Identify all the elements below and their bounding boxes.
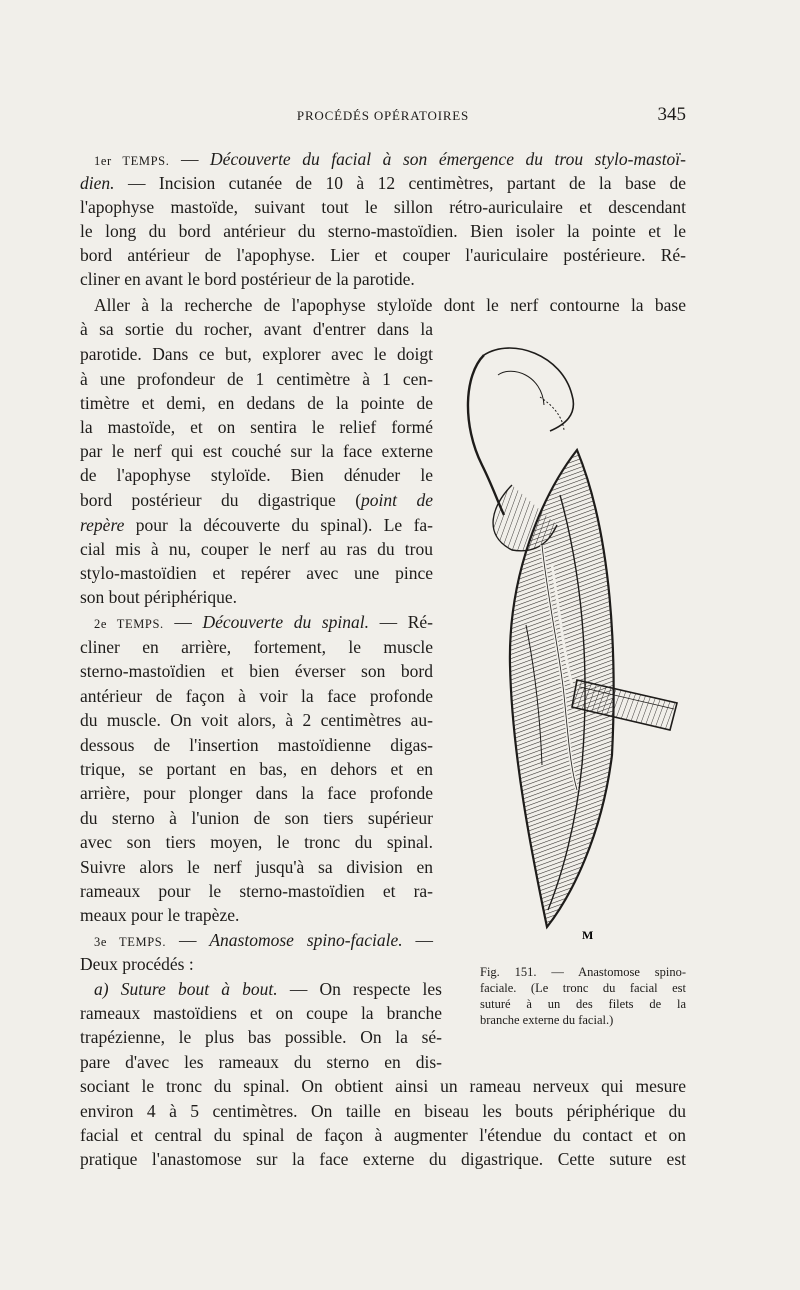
paragraph-line: trapézienne, le plus bas possible. On la sé- [80, 1027, 442, 1047]
paragraph-line: timètre et demi, en dedans de la pointe de [80, 393, 433, 413]
paragraph-line: Deux procédés : [80, 954, 194, 974]
paragraph-line: l'apophyse mastoïde, suivant tout le sillon rétro-auriculaire et descendant [80, 197, 686, 217]
text-italic: point de [361, 490, 433, 510]
text-italic: Suture bout à bout. [120, 979, 278, 999]
text-run: — [402, 930, 433, 950]
paragraph-line: la mastoïde, et on sentira le relief formé [80, 417, 433, 437]
paragraph-line: le long du bord antérieur du sterno-mastoïdien. Bien isoler la pointe et le [80, 221, 686, 241]
paragraph-line: environ 4 à 5 centimètres. On taille en biseau les bouts périphérique du [80, 1101, 686, 1121]
figure-caption [468, 964, 686, 1028]
section-label: 3e TEMPS. [94, 935, 167, 949]
paragraph-line [80, 978, 442, 1001]
dash: — [169, 149, 211, 169]
caption-line: branche externe du facial.) [480, 1013, 614, 1027]
paragraph-line: à une profondeur de 1 centimètre à 1 cen- [80, 369, 433, 389]
dash: — [163, 612, 203, 632]
paragraph-line: Aller à la recherche de l'apophyse styloïde dont le nerf contourne la base [94, 295, 686, 315]
paragraph-line: dessous de l'insertion mastoïdienne digas- [80, 735, 433, 755]
paragraph-line: du sterno à l'union de son tiers supérieur [80, 808, 433, 828]
paragraph-line [80, 514, 433, 537]
section-title: Découverte du spinal. [202, 612, 369, 632]
anatomical-figure [452, 335, 692, 945]
paragraph-line: parotide. Dans ce but, explorer avec le doigt [80, 344, 433, 364]
section-title: Découverte du facial à son émergence du trou stylo-mastoï- [210, 149, 686, 169]
text-run: — Incision cutanée de 10 à 12 centimètres, partant de la base de [114, 173, 686, 193]
paragraph-line: par le nerf qui est couché sur la face externe [80, 441, 433, 461]
page-header [80, 104, 686, 132]
paragraph-line: arrière, pour plonger dans la face profonde [80, 783, 433, 803]
paragraph-line: bord antérieur de l'apophyse. Lier et couper l'auriculaire postérieure. Ré- [80, 245, 686, 265]
paragraph-line: cial mis à nu, couper le nerf au ras du trou [80, 539, 433, 559]
paragraph-line: rameaux pour le sterno-mastoïdien et ra- [80, 881, 433, 901]
section-label: 2e TEMPS. [94, 617, 164, 631]
paragraph-line [80, 172, 686, 195]
paragraph-line: à sa sortie du rocher, avant d'entrer dans la [80, 319, 433, 339]
text-run: — On respecte les [277, 979, 442, 999]
text-italic: dien. [80, 173, 115, 193]
text-run: a) [94, 979, 121, 999]
caption-line: Fig. 151. — Anastomose spino- [480, 965, 686, 979]
paragraph-line: de l'apophyse styloïde. Bien dénuder le [80, 465, 433, 485]
caption-line: faciale. (Le tronc du facial est [480, 981, 686, 995]
section-title: Anastomose spino-faciale. [209, 930, 403, 950]
paragraph-line: trique, se portant en bas, en dehors et en [80, 759, 433, 779]
paragraph-line [80, 148, 686, 173]
section-label: 1er TEMPS. [94, 154, 170, 168]
text-italic: repère [80, 515, 125, 535]
paragraph-line: sterno-mastoïdien et bien éverser son bord [80, 661, 433, 681]
paragraph-line: antérieur de façon à voir la face profonde [80, 686, 433, 706]
paragraph-line [80, 611, 433, 636]
paragraph-line: facial et central du spinal de façon à augmenter l'étendue du contact et on [80, 1125, 686, 1145]
engraver-signature: M [582, 928, 594, 942]
paragraph-line: cliner en avant le bord postérieur de la parotide. [80, 269, 415, 289]
paragraph-line: sociant le tronc du spinal. On obtient ainsi un rameau nerveux qui mesure [80, 1076, 686, 1096]
paragraph-line: Suivre alors le nerf jusqu'à sa division en [80, 857, 433, 877]
paragraph-line: meaux pour le trapèze. [80, 905, 240, 925]
paragraph-line: rameaux mastoïdiens et on coupe la branche [80, 1003, 442, 1023]
paragraph-line [80, 929, 433, 954]
paragraph-line: pratique l'anastomose sur la face externe du digastrique. Cette suture est [80, 1149, 686, 1169]
engraving-illustration [452, 335, 692, 945]
page-number: 345 [657, 104, 686, 125]
paragraph-line: pare d'avec les rameaux du sterno en dis- [80, 1052, 442, 1072]
paragraph-line: stylo-mastoïdien et repérer avec une pince [80, 563, 433, 583]
text-run: bord postérieur du digastrique ( [80, 490, 362, 510]
text-run: — Ré- [369, 612, 433, 632]
paragraph-line: son bout périphérique. [80, 587, 237, 607]
paragraph-line: du muscle. On voit alors, à 2 centimètres au- [80, 710, 433, 730]
text-run: pour la découverte du spinal). Le fa- [124, 515, 433, 535]
paragraph-line: avec son tiers moyen, le tronc du spinal. [80, 832, 433, 852]
dash: — [166, 930, 210, 950]
paragraph-line [80, 489, 433, 512]
caption-line: suturé à un des filets de la [480, 997, 686, 1011]
running-head: PROCÉDÉS OPÉRATOIRES [296, 108, 470, 123]
paragraph-line: cliner en arrière, fortement, le muscle [80, 637, 433, 657]
